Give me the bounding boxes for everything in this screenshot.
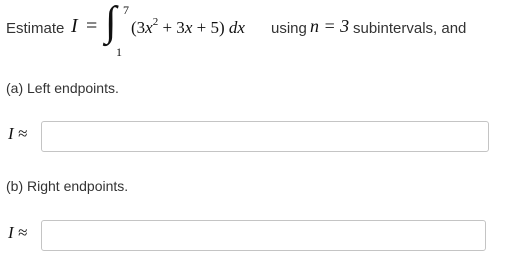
question-prefix: Estimate: [6, 20, 65, 37]
part-a-answer-label: I ≈: [8, 124, 28, 143]
integrand: [131, 18, 245, 38]
part-b-answer-input[interactable]: [41, 220, 486, 251]
question-statement: [6, 0, 511, 59]
equals-sign: =: [86, 15, 98, 37]
question-using-text: using: [271, 20, 307, 37]
integrand-plus-term: + 3: [158, 18, 185, 37]
integrand-constant: + 5): [192, 18, 229, 37]
integral-upper-limit: 7: [123, 3, 129, 17]
integral-lower-limit: 1: [116, 45, 122, 59]
integrand-open: (3: [131, 18, 146, 37]
integrand-x-squared: x: [145, 18, 153, 37]
question-suffix: subintervals, and: [353, 20, 467, 37]
integrand-exponent: 2: [152, 16, 159, 28]
part-b-label: (b) Right endpoints.: [6, 178, 129, 194]
integral-sign: ∫: [105, 0, 117, 45]
part-b-answer-label: I ≈: [8, 223, 28, 242]
integrand-x-linear: x: [184, 18, 193, 37]
differential: dx: [228, 18, 245, 37]
integral-variable: I: [71, 15, 78, 37]
subinterval-count: n = 3: [310, 16, 350, 36]
part-a-answer-input[interactable]: [41, 121, 489, 152]
part-a-label: (a) Left endpoints.: [6, 80, 119, 96]
